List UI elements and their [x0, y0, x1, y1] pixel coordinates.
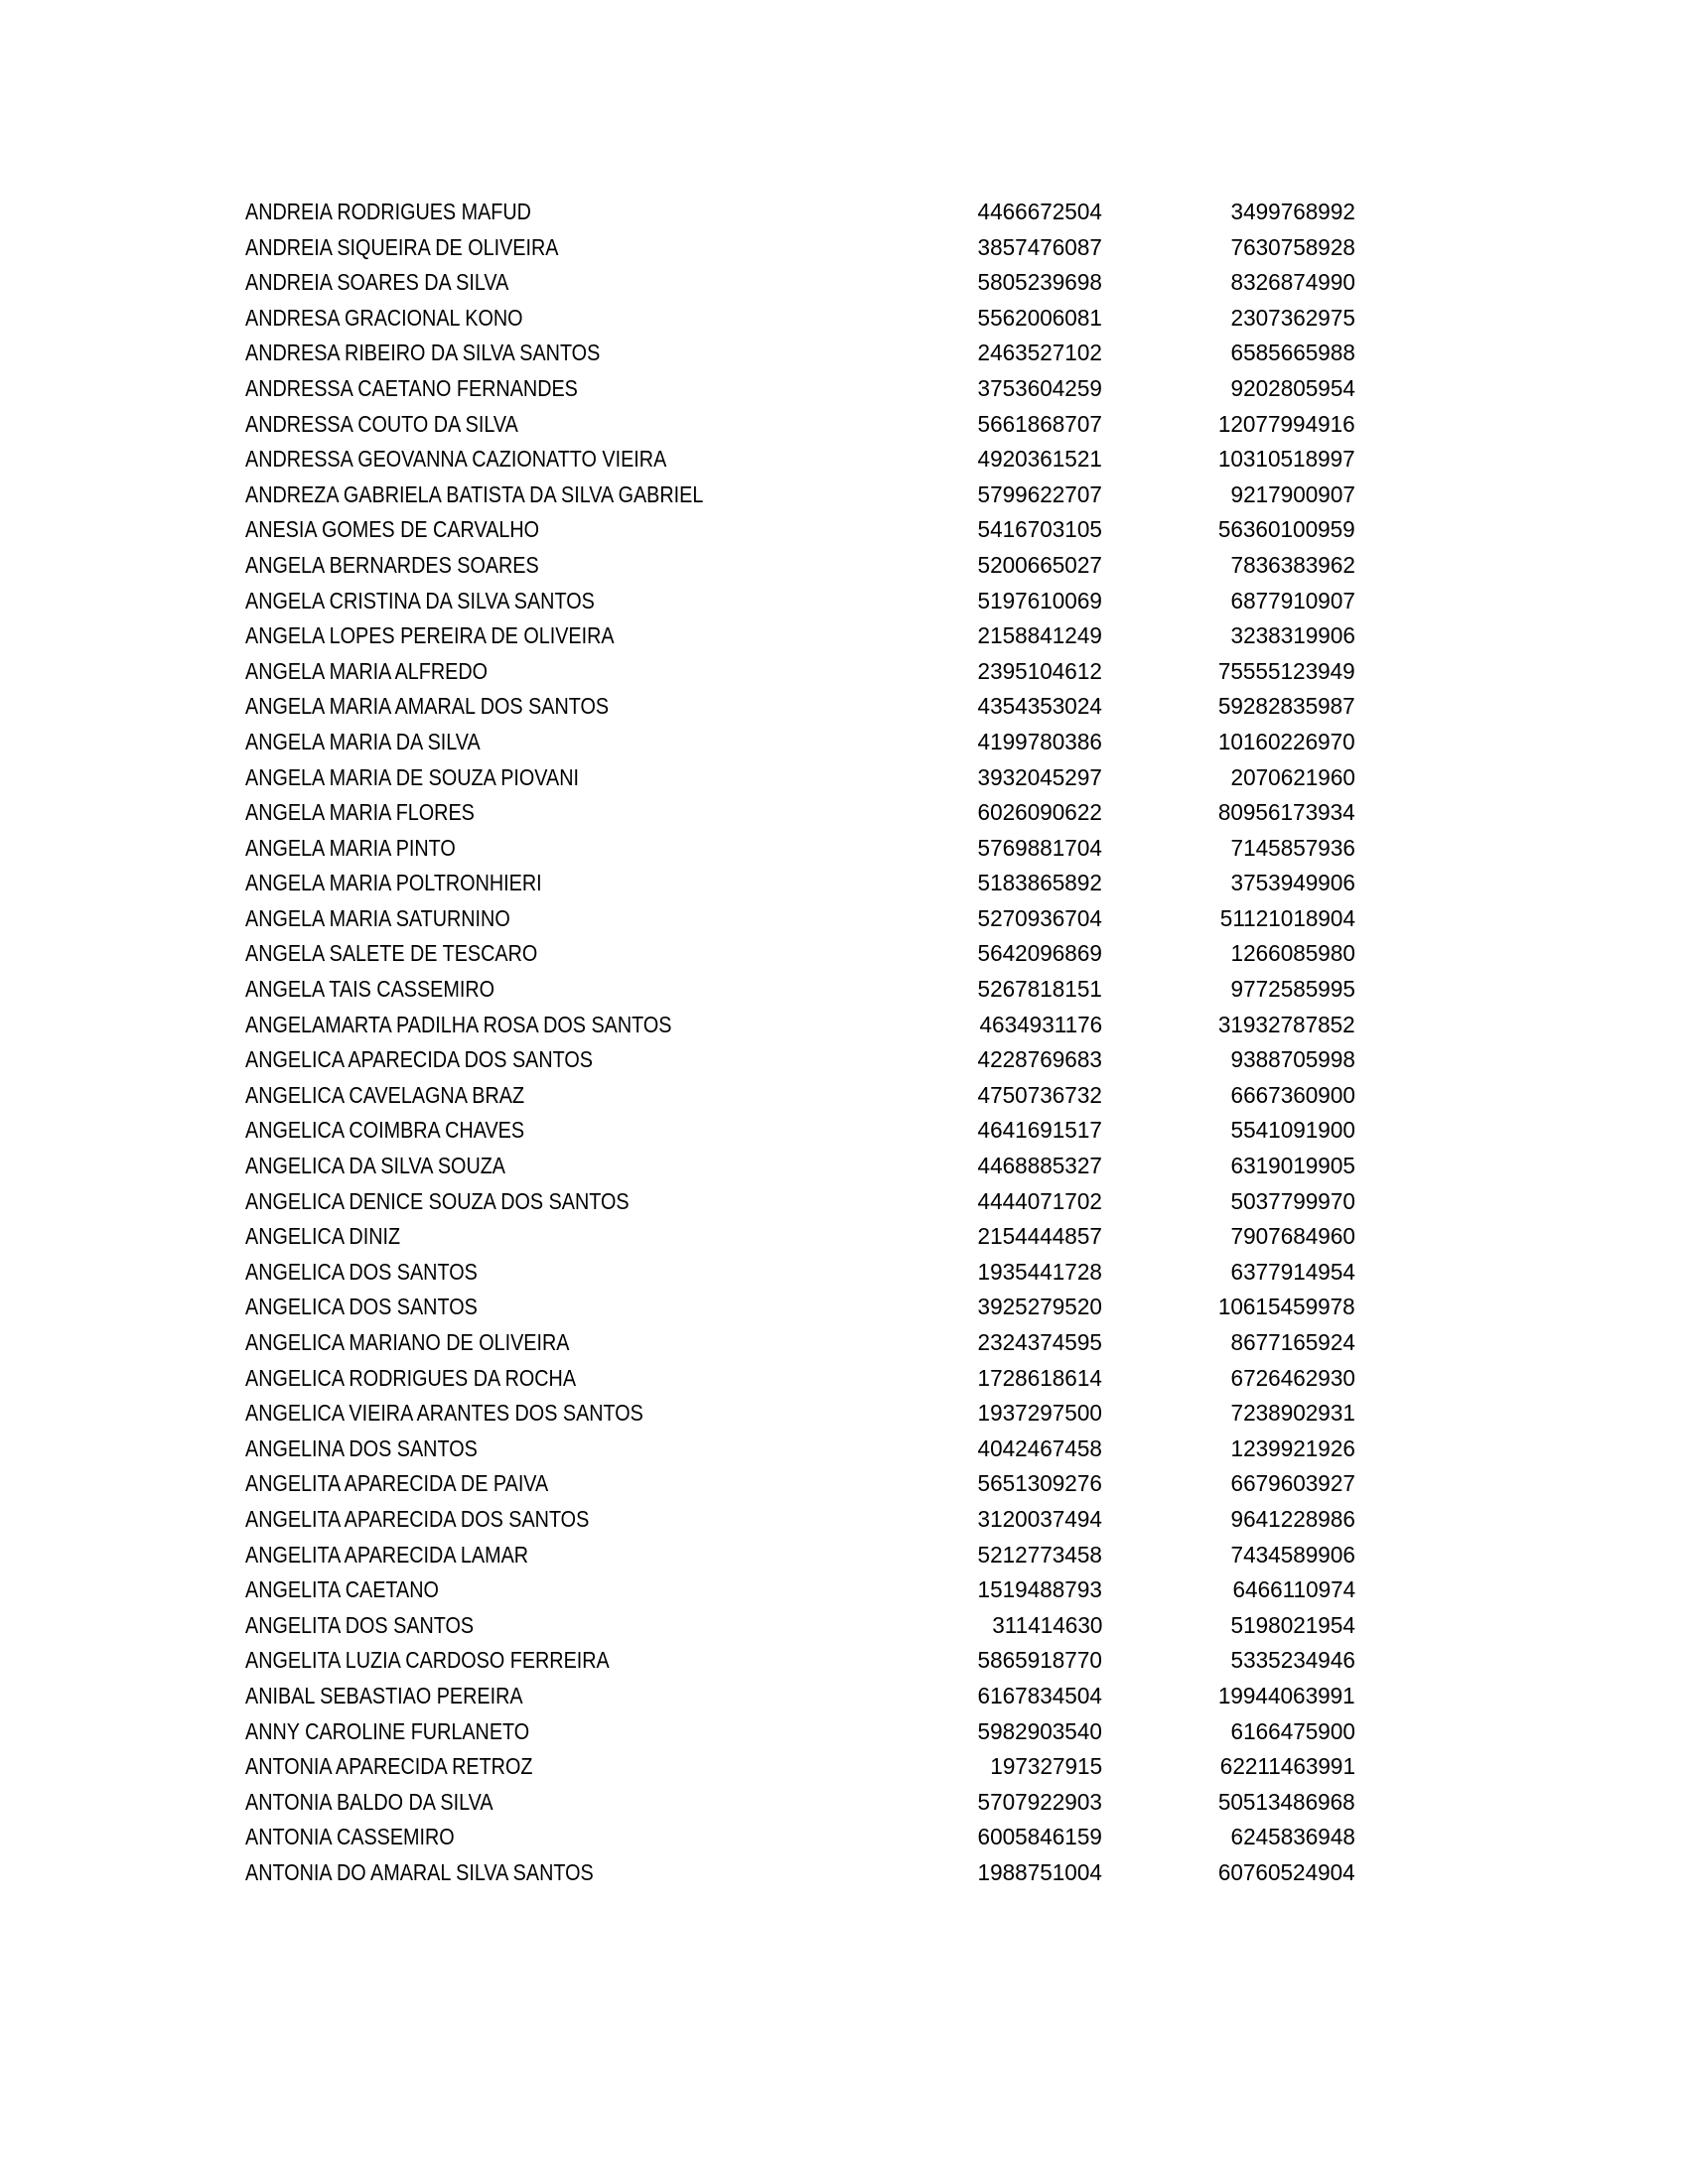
number-column-1: 6026090622: [977, 799, 1102, 826]
number-column-1: 2158841249: [977, 622, 1102, 649]
person-name: ANGELITA CAETANO: [245, 1576, 439, 1603]
number-column-2: 9388705998: [1230, 1046, 1355, 1073]
table-row: [245, 1078, 1357, 1114]
number-column-2: 6466110974: [1232, 1576, 1355, 1603]
number-column-2: 3238319906: [1230, 622, 1355, 649]
number-column-2: 9641228986: [1230, 1505, 1355, 1532]
person-name: ANGELICA APARECIDA DOS SANTOS: [245, 1046, 593, 1073]
table-row: [245, 371, 1357, 407]
number-column-2: 7630758928: [1230, 233, 1355, 260]
number-column-1: 4042467458: [977, 1434, 1102, 1461]
table-row: [245, 1502, 1357, 1538]
number-column-2: 6877910907: [1230, 587, 1355, 614]
person-name: ANGELICA VIEIRA ARANTES DOS SANTOS: [245, 1400, 643, 1427]
number-column-1: 4228769683: [977, 1046, 1102, 1073]
person-name: ANGELA MARIA POLTRONHIERI: [245, 870, 542, 896]
number-column-1: 5212773458: [977, 1541, 1102, 1568]
number-column-2: 7434589906: [1230, 1541, 1355, 1568]
table-row: [245, 1785, 1357, 1821]
number-column-1: 3753604259: [977, 374, 1102, 401]
person-name: ANGELAMARTA PADILHA ROSA DOS SANTOS: [245, 1011, 672, 1037]
number-column-2: 62211463991: [1219, 1753, 1355, 1780]
number-column-2: 10615459978: [1218, 1294, 1355, 1320]
table-row: [245, 618, 1357, 654]
person-name: ANGELA MARIA PINTO: [245, 834, 456, 861]
number-column-2: 8326874990: [1230, 269, 1355, 296]
number-column-2: 1266085980: [1230, 940, 1355, 967]
table-row: [245, 407, 1357, 443]
person-name: ANGELICA DA SILVA SOUZA: [245, 1153, 506, 1179]
number-column-1: 311414630: [991, 1611, 1102, 1638]
table-row: [245, 1432, 1357, 1467]
number-column-2: 60760524904: [1218, 1858, 1355, 1885]
person-name: ANGELA MARIA ALFREDO: [245, 657, 489, 684]
person-name: ANTONIA APARECIDA RETROZ: [245, 1753, 533, 1780]
number-column-2: 6667360900: [1230, 1081, 1355, 1108]
person-name: ANDREIA RODRIGUES MAFUD: [245, 199, 531, 224]
table-row: [245, 1219, 1357, 1255]
number-column-2: 5198021954: [1230, 1611, 1355, 1638]
person-name: ANGELA MARIA AMARAL DOS SANTOS: [245, 693, 610, 720]
person-name: ANGELICA DINIZ: [245, 1223, 401, 1250]
table-row: [245, 901, 1357, 937]
number-column-2: 75555123949: [1218, 657, 1355, 684]
number-column-2: 9772585995: [1230, 976, 1355, 1003]
table-row: [245, 795, 1357, 831]
table-row: [245, 301, 1357, 337]
person-name: ANDRESSA GEOVANNA CAZIONATTO VIEIRA: [245, 446, 667, 473]
number-column-1: 5805239698: [977, 269, 1102, 296]
number-column-2: 6245836948: [1230, 1824, 1355, 1850]
number-column-2: 6319019905: [1230, 1153, 1355, 1179]
number-column-2: 3499768992: [1230, 199, 1355, 224]
number-column-1: 5183865892: [977, 870, 1102, 896]
number-column-1: 5661868707: [977, 410, 1102, 437]
number-column-2: 8677165924: [1230, 1329, 1355, 1355]
person-name: ANGELITA APARECIDA DOS SANTOS: [245, 1505, 590, 1532]
number-column-1: 2463527102: [977, 340, 1102, 366]
table-row: [245, 1714, 1357, 1750]
table-row: [245, 1466, 1357, 1502]
number-column-2: 31932787852: [1218, 1011, 1355, 1037]
table-row: [245, 478, 1357, 513]
table-row: [245, 1643, 1357, 1679]
number-column-1: 5769881704: [977, 834, 1102, 861]
number-column-2: 1239921926: [1230, 1434, 1355, 1461]
person-name: ANTONIA DO AMARAL SILVA SANTOS: [245, 1858, 594, 1885]
number-column-1: 4466672504: [977, 199, 1102, 224]
number-column-2: 9202805954: [1230, 374, 1355, 401]
number-column-1: 4468885327: [977, 1153, 1102, 1179]
person-name: ANGELICA COIMBRA CHAVES: [245, 1117, 525, 1144]
table-row: [245, 972, 1357, 1008]
person-name: ANGELITA APARECIDA DE PAIVA: [245, 1470, 549, 1497]
person-name: ANGELA LOPES PEREIRA DE OLIVEIRA: [245, 622, 615, 649]
number-column-1: 2324374595: [977, 1329, 1102, 1355]
number-column-1: 4920361521: [977, 446, 1102, 473]
number-column-1: 5799622707: [977, 480, 1102, 507]
number-column-2: 7836383962: [1230, 551, 1355, 578]
table-row: [245, 760, 1357, 796]
number-column-2: 9217900907: [1230, 480, 1355, 507]
table-row: [245, 1008, 1357, 1043]
number-column-1: 6005846159: [977, 1824, 1102, 1850]
person-name: ANGELITA LUZIA CARDOSO FERREIRA: [245, 1647, 610, 1674]
table-row: [245, 936, 1357, 972]
number-column-2: 51121018904: [1219, 904, 1355, 931]
number-column-1: 2154444857: [977, 1223, 1102, 1250]
number-column-2: 50513486968: [1218, 1788, 1355, 1815]
number-column-1: 2395104612: [977, 657, 1102, 684]
number-column-1: 4354353024: [977, 693, 1102, 720]
table-row: [245, 548, 1357, 584]
table-row: [245, 1149, 1357, 1184]
number-column-1: 4750736732: [977, 1081, 1102, 1108]
number-column-1: 4634931176: [979, 1011, 1102, 1037]
person-name: ANGELA MARIA DA SILVA: [245, 728, 481, 754]
person-name: ANTONIA BALDO DA SILVA: [245, 1788, 493, 1815]
number-column-2: 5335234946: [1230, 1647, 1355, 1674]
table-row: [245, 831, 1357, 867]
person-name: ANGELICA DENICE SOUZA DOS SANTOS: [245, 1187, 630, 1214]
number-column-1: 5416703105: [977, 516, 1102, 543]
table-row: [245, 1538, 1357, 1573]
number-column-1: 197327915: [990, 1753, 1102, 1780]
person-name: ANDRESA GRACIONAL KONO: [245, 304, 523, 331]
person-name: ANGELICA MARIANO DE OLIVEIRA: [245, 1329, 570, 1355]
person-name: ANNY CAROLINE FURLANETO: [245, 1717, 530, 1744]
number-column-1: 5200665027: [977, 551, 1102, 578]
number-column-2: 6585665988: [1230, 340, 1355, 366]
number-column-1: 4444071702: [977, 1187, 1102, 1214]
table-row: [245, 512, 1357, 548]
person-name: ANGELITA DOS SANTOS: [245, 1611, 475, 1638]
number-column-2: 6726462930: [1230, 1364, 1355, 1391]
number-column-2: 12077994916: [1218, 410, 1355, 437]
number-column-1: 5651309276: [977, 1470, 1102, 1497]
number-column-2: 56360100959: [1218, 516, 1355, 543]
number-column-1: 5270936704: [977, 904, 1102, 931]
table-row: [245, 442, 1357, 478]
table-row: [245, 689, 1357, 725]
number-column-1: 1519488793: [977, 1576, 1102, 1603]
number-column-1: 6167834504: [977, 1682, 1102, 1708]
number-column-1: 5707922903: [977, 1788, 1102, 1815]
table-row: [245, 1325, 1357, 1361]
table-row: [245, 230, 1357, 266]
person-name: ANDRESSA COUTO DA SILVA: [245, 410, 518, 437]
number-column-1: 3857476087: [977, 233, 1102, 260]
person-name: ANGELINA DOS SANTOS: [245, 1434, 478, 1461]
number-column-1: 5562006081: [977, 304, 1102, 331]
table-row: [245, 195, 1357, 230]
number-column-1: 3932045297: [977, 763, 1102, 790]
person-name: ANGELA SALETE DE TESCARO: [245, 940, 538, 967]
number-column-1: 1728618614: [977, 1364, 1102, 1391]
person-name: ANESIA GOMES DE CARVALHO: [245, 516, 540, 543]
number-column-1: 5642096869: [977, 940, 1102, 967]
number-column-1: 5982903540: [977, 1717, 1102, 1744]
number-column-1: 1937297500: [977, 1400, 1102, 1427]
number-column-2: 7238902931: [1230, 1400, 1355, 1427]
person-name: ANGELA MARIA SATURNINO: [245, 904, 510, 931]
table-row: [245, 265, 1357, 301]
number-column-2: 6377914954: [1230, 1258, 1355, 1285]
number-column-1: 5865918770: [977, 1647, 1102, 1674]
table-row: [245, 1042, 1357, 1078]
person-name: ANDRESA RIBEIRO DA SILVA SANTOS: [245, 340, 601, 366]
number-column-2: 7145857936: [1230, 834, 1355, 861]
person-name: ANGELA MARIA FLORES: [245, 799, 475, 826]
table-row: [245, 1749, 1357, 1785]
number-column-1: 3120037494: [977, 1505, 1102, 1532]
table-row: [245, 725, 1357, 760]
table-row: [245, 1608, 1357, 1644]
number-column-2: 6679603927: [1230, 1470, 1355, 1497]
table-row: [245, 1572, 1357, 1608]
number-column-1: 5197610069: [977, 587, 1102, 614]
number-column-2: 80956173934: [1218, 799, 1355, 826]
number-column-2: 5037799970: [1230, 1187, 1355, 1214]
table-row: [245, 1679, 1357, 1714]
table-row: [245, 1361, 1357, 1397]
person-name: ANGELITA APARECIDA LAMAR: [245, 1541, 529, 1568]
number-column-2: 10160226970: [1218, 728, 1355, 754]
number-column-1: 4641691517: [977, 1117, 1102, 1144]
table-row: [245, 1113, 1357, 1149]
number-column-1: 1935441728: [977, 1258, 1102, 1285]
table-row: [245, 336, 1357, 371]
table-row: [245, 1855, 1357, 1891]
table-row: [245, 1396, 1357, 1432]
person-name: ANGELICA DOS SANTOS: [245, 1258, 478, 1285]
person-name: ANDREIA SIQUEIRA DE OLIVEIRA: [245, 233, 559, 260]
person-name: ANDRESSA CAETANO FERNANDES: [245, 374, 578, 401]
person-name: ANGELA TAIS CASSEMIRO: [245, 976, 494, 1003]
number-column-1: 1988751004: [977, 1858, 1102, 1885]
number-column-2: 10310518997: [1218, 446, 1355, 473]
person-name: ANIBAL SEBASTIAO PEREIRA: [245, 1682, 523, 1708]
person-name: ANTONIA CASSEMIRO: [245, 1824, 455, 1850]
person-name: ANGELICA CAVELAGNA BRAZ: [245, 1081, 525, 1108]
number-column-1: 5267818151: [977, 976, 1102, 1003]
number-column-2: 2070621960: [1230, 763, 1355, 790]
table-row: [245, 654, 1357, 690]
person-name: ANGELICA RODRIGUES DA ROCHA: [245, 1364, 577, 1391]
table-row: [245, 584, 1357, 619]
number-column-1: 4199780386: [977, 728, 1102, 754]
person-name: ANGELA CRISTINA DA SILVA SANTOS: [245, 587, 595, 614]
person-name: ANGELA BERNARDES SOARES: [245, 551, 539, 578]
number-column-2: 5541091900: [1230, 1117, 1355, 1144]
number-column-2: 6166475900: [1230, 1717, 1355, 1744]
number-column-2: 59282835987: [1218, 693, 1355, 720]
table-row: [245, 866, 1357, 901]
table-row: [245, 1290, 1357, 1325]
person-name: ANDREZA GABRIELA BATISTA DA SILVA GABRIEL: [245, 480, 704, 507]
table-row: [245, 1184, 1357, 1220]
name-number-table: [245, 195, 1357, 1891]
number-column-2: 3753949906: [1230, 870, 1355, 896]
number-column-2: 19944063991: [1218, 1682, 1355, 1708]
number-column-1: 3925279520: [977, 1294, 1102, 1320]
table-row: [245, 1820, 1357, 1855]
number-column-2: 7907684960: [1230, 1223, 1355, 1250]
person-name: ANDREIA SOARES DA SILVA: [245, 269, 509, 296]
person-name: ANGELICA DOS SANTOS: [245, 1294, 478, 1320]
person-name: ANGELA MARIA DE SOUZA PIOVANI: [245, 763, 579, 790]
number-column-2: 2307362975: [1230, 304, 1355, 331]
table-row: [245, 1255, 1357, 1291]
